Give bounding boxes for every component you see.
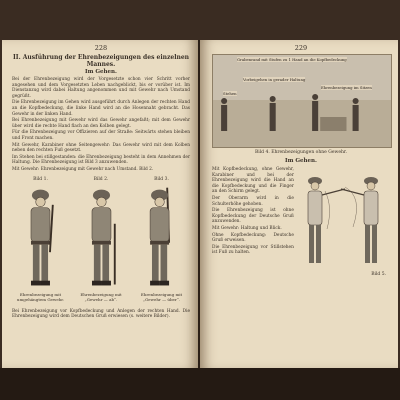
figure-1 <box>12 177 69 309</box>
paragraph: Die Ehrenbezeigung ist ohne Kopfbedeckung der Deutsche Gruß anzuwenden. <box>212 208 294 225</box>
photo-annotation: Vorbeigehen in gerader Haltung <box>243 77 306 82</box>
photo-caption: Bild 4. Ehrenbezeigungen ohne Gewehr. <box>254 150 348 155</box>
soldier-illustration <box>133 184 190 292</box>
paragraph: Für die Ehrenbezeigung vor Offizieren auf der Straße: Seitwärts stehen bleiben und Front machen. <box>12 130 190 141</box>
figure-label: Bild 1. <box>33 176 48 182</box>
paragraph: Der Oberarm wird in die Schulterhöhe gehoben. <box>212 195 294 207</box>
figure-5-area <box>212 167 390 279</box>
figure-row <box>12 177 190 309</box>
photo-annotation: Ehrenbezeigung im Sitzen <box>321 85 372 90</box>
paragraph: Mit Gewehr, Karabiner ohne Seitengewehr: Das Gewehr wird mit dem Kolben neben den rechten Fuß gesetzt. <box>12 142 190 154</box>
photo-scene <box>213 55 391 147</box>
photo-annotation: Stehen <box>223 91 237 96</box>
subheading-left: Im Gehen. <box>85 69 117 75</box>
saluting-soldiers-illustration <box>212 167 390 279</box>
paragraph: Mit Gewehr: Ehrenbezeigung mit Gewehr nach Umstand. Bild 2. <box>12 166 154 172</box>
page-number-right: 229 <box>294 44 308 52</box>
figure-caption: Ehrenbezeigung mit „Gewehr — über“. <box>140 291 183 302</box>
right-page <box>200 40 398 368</box>
left-page <box>2 40 198 368</box>
paragraph: Ohne Kopfbedeckung: Deutsche Gruß erweisen. <box>212 232 294 244</box>
paragraph: Bei Ehrenbezeigung mit Gewehr wird das Gewehr angefaßt; mit dem Gewehr über wird die rechte Hand flach an den Kolben gelegt. <box>12 118 190 129</box>
soldier-illustration <box>12 184 69 292</box>
footer-paragraph: Bei Ehrenbezeigung vor Kopfbedeckung und Anlegen der rechten Hand. Die Ehrenbezeigung wird dem Deutschen Gruß erwiesen (s. weitere Bilder). <box>12 308 190 320</box>
figure-label: Bild 3. <box>154 176 169 182</box>
open-book <box>2 40 398 368</box>
desk-surface <box>0 368 400 400</box>
paragraph: Im Stehen bei stillgestanden: die Ehrenbezeigung besteht in dem Annehmen der Haltung. Die Ehrenbezeigung ist Bild 3 anzuwenden. <box>12 154 190 166</box>
paragraph: Die Ehrenbezeigung vor Stillstehen ist Fuß zu halten. <box>212 244 294 256</box>
photo-annotation: Grabenrand mit Stufen zu 1 Hand an die Kopfbedeckung <box>237 57 347 62</box>
figure-2 <box>73 177 130 309</box>
photo-figure <box>212 54 392 148</box>
figure-3 <box>133 177 190 309</box>
figure-caption: Ehrenbezeigung mit „Gewehr — ab“. <box>80 291 122 302</box>
figure-caption: Ehrenbezeigung mit umgehängtem Gewehr. <box>16 291 65 302</box>
section-title: II. Ausführung der Ehrenbezeigungen des einzelnen Mannes. <box>12 54 190 68</box>
paragraph: Mit Gewehr: Haltung und Blick. <box>212 225 282 231</box>
page-number-left: 228 <box>94 44 108 52</box>
figure-label: Bild 2. <box>93 176 109 182</box>
paragraph: Bei der Ehrenbezeigung wird der Vorgesetzte schon vier Schritt vorher angesehen und dem Vorgesetzten Leben nachgeblickt, bis er vorüber ist. Im Dienstanzug wird dabei Haltung angenommen und mit Gewehr nach Umstand gegrüßt. <box>12 77 190 99</box>
figure-label: Bild 5. <box>371 272 386 277</box>
paragraph: Mit Kopfbedeckung, ohne Gewehr, Karabiner und bei der Ehrenbezeigung wird die Hand an die Kopfbedeckung und die Finger an den Schirm gelegt. <box>212 167 294 195</box>
paragraph: Die Ehrenbezeigung im Gehen wird ausgeführt durch Anlegen der rechten Hand an die Kopfbedeckung, die linke Hand wird an die Hosennaht gebracht. Das Gewehr in der linken Hand. <box>12 100 190 117</box>
subheading-right: Im Gehen. <box>285 158 317 164</box>
soldier-illustration <box>73 184 130 292</box>
